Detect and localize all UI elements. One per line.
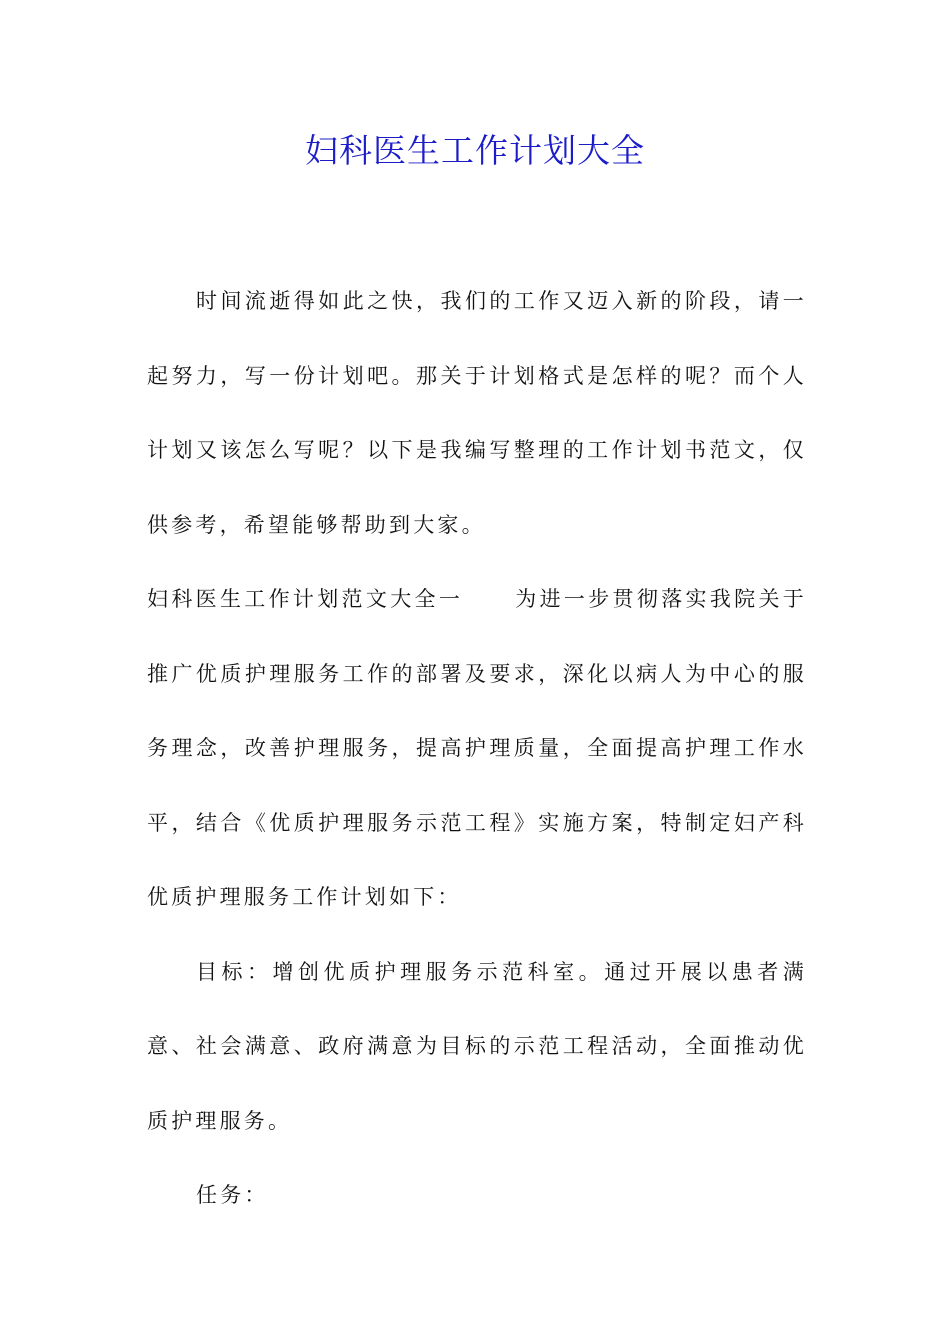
section-paragraph bbox=[147, 562, 807, 935]
document-title: 妇科医生工作计划大全 bbox=[305, 131, 645, 170]
intro-paragraph: 时间流逝得如此之快，我们的工作又迈入新的阶段，请一起努力，写一份计划吧。那关于计划格式是怎样的呢？而个人计划又该怎么写呢？以下是我编写整理的工作计划书范文，仅供参考，希望能够帮助到大家。 bbox=[147, 289, 807, 537]
document-body bbox=[147, 264, 807, 1233]
task-paragraph: 任务： bbox=[196, 1183, 269, 1207]
goal-paragraph: 目标：增创优质护理服务示范科室。通过开展以患者满意、社会满意、政府满意为目标的示范工程活动，全面推动优质护理服务。 bbox=[147, 959, 807, 1133]
section-body: 为进一步贯彻落实我院关于推广优质护理服务工作的部署及要求，深化以病人为中心的服务理念，改善护理服务，提高护理质量，全面提高护理工作水平，结合《优质护理服务示范工程》实施方案，特制定妇产科优质护理服务工作计划如下： bbox=[147, 587, 807, 909]
section-heading: 妇科医生工作计划范文大全一 bbox=[147, 587, 464, 611]
